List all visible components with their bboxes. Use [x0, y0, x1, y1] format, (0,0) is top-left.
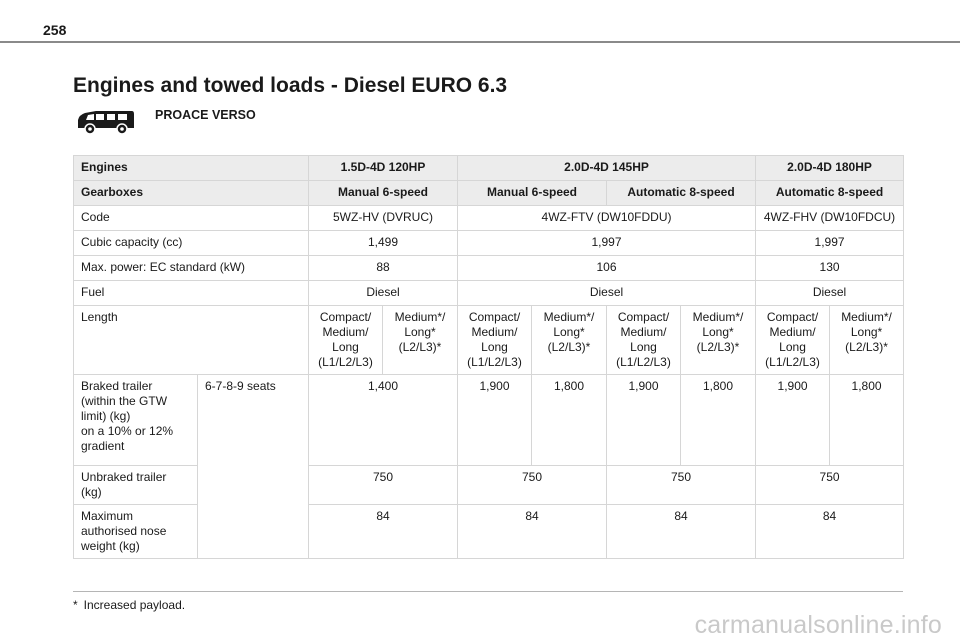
table-cell: 1,900	[458, 375, 532, 466]
fuel-row	[74, 281, 904, 306]
table-cell: Diesel	[756, 281, 904, 306]
page-number: 258	[43, 22, 67, 38]
table-cell: 1,499	[309, 231, 458, 256]
table-cell: 1,800	[532, 375, 607, 466]
table-cell: 5WZ-HV (DVRUC)	[309, 206, 458, 231]
gearbox-header: Automatic 8-speed	[756, 181, 904, 206]
seats-label: 6-7-8-9 seats	[198, 375, 309, 559]
row-label: Code	[74, 206, 309, 231]
table-cell: Diesel	[309, 281, 458, 306]
table-cell: 1,997	[756, 231, 904, 256]
row-label: Braked trailer (within the GTW limit) (kg) on a 10% or 12% gradient	[74, 375, 198, 466]
cubic-capacity-row	[74, 231, 904, 256]
table-cell: Medium*/ Long* (L2/L3)*	[830, 306, 904, 375]
table-cell: 84	[756, 505, 904, 559]
table-cell: 750	[458, 466, 607, 505]
table-cell: 750	[756, 466, 904, 505]
table-cell: Diesel	[458, 281, 756, 306]
van-icon	[76, 109, 136, 135]
footnote-mark: *	[73, 598, 78, 612]
row-label: Fuel	[74, 281, 309, 306]
row-label: Engines	[74, 156, 309, 181]
table-cell: 84	[309, 505, 458, 559]
table-cell: 84	[458, 505, 607, 559]
table-cell: Compact/ Medium/ Long (L1/L2/L3)	[756, 306, 830, 375]
page-title: Engines and towed loads - Diesel EURO 6.3	[73, 74, 508, 97]
table-cell: Compact/ Medium/ Long (L1/L2/L3)	[607, 306, 681, 375]
row-label: Unbraked trailer (kg)	[74, 466, 198, 505]
table-cell: 1,800	[830, 375, 904, 466]
header-divider	[0, 41, 960, 43]
table-cell: 1,800	[681, 375, 756, 466]
row-label: Max. power: EC standard (kW)	[74, 256, 309, 281]
gearbox-header: Manual 6-speed	[309, 181, 458, 206]
table-cell: 1,400	[309, 375, 458, 466]
table-cell: Compact/ Medium/ Long (L1/L2/L3)	[309, 306, 383, 375]
row-label: Length	[74, 306, 309, 375]
braked-trailer-row	[74, 375, 904, 466]
table-cell: 130	[756, 256, 904, 281]
table-cell: 4WZ-FTV (DW10FDDU)	[458, 206, 756, 231]
code-row	[74, 206, 904, 231]
engine-header: 2.0D-4D 180HP	[756, 156, 904, 181]
engine-spec-table	[73, 155, 904, 559]
table-cell: Medium*/ Long* (L2/L3)*	[681, 306, 756, 375]
table-cell: 4WZ-FHV (DW10FDCU)	[756, 206, 904, 231]
length-row	[74, 306, 904, 375]
row-label: Maximum authorised nose weight (kg)	[74, 505, 198, 559]
engines-row	[74, 156, 904, 181]
footnote-divider	[73, 591, 903, 592]
footnote-text: Increased payload.	[83, 598, 186, 612]
table-cell: Compact/ Medium/ Long (L1/L2/L3)	[458, 306, 532, 375]
table-cell: Medium*/ Long* (L2/L3)*	[383, 306, 458, 375]
gearbox-header: Manual 6-speed	[458, 181, 607, 206]
table-cell: 750	[607, 466, 756, 505]
gearboxes-row	[74, 181, 904, 206]
table-cell: 88	[309, 256, 458, 281]
row-label: Gearboxes	[74, 181, 309, 206]
table-cell: 1,900	[756, 375, 830, 466]
table-cell: Medium*/ Long* (L2/L3)*	[532, 306, 607, 375]
model-name: PROACE VERSO	[155, 108, 256, 122]
engine-header: 1.5D-4D 120HP	[309, 156, 458, 181]
table-cell: 1,997	[458, 231, 756, 256]
gearbox-header: Automatic 8-speed	[607, 181, 756, 206]
table-cell: 1,900	[607, 375, 681, 466]
max-power-row	[74, 256, 904, 281]
table-cell: 750	[309, 466, 458, 505]
footnote	[73, 598, 185, 612]
row-label: Cubic capacity (cc)	[74, 231, 309, 256]
table-cell: 106	[458, 256, 756, 281]
table-cell: 84	[607, 505, 756, 559]
watermark: carmanualsonline.info	[694, 611, 942, 639]
engine-header: 2.0D-4D 145HP	[458, 156, 756, 181]
